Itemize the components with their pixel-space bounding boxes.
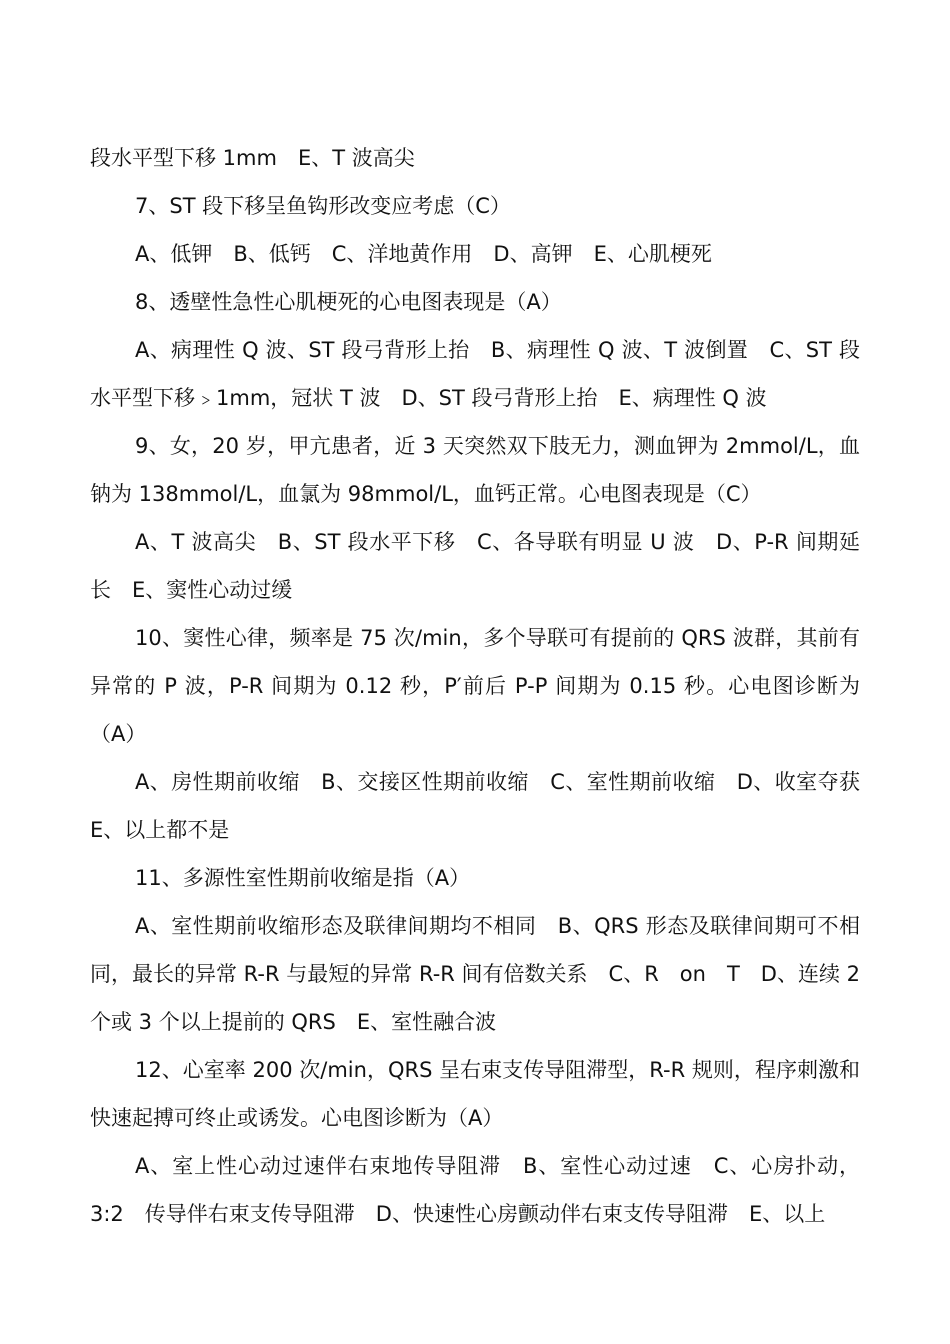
- question-10-options: A、房性期前收缩 B、交接区性期前收缩 C、室性期前收缩 D、收室夺获 E、以上都不是: [90, 770, 881, 842]
- question-7: 7、ST 段下移呈鱼钩形改变应考虑（C）: [135, 194, 511, 218]
- paragraph-continuation: 段水平型下移 1mm E、T 波高尖: [90, 146, 415, 170]
- question-8: 8、透壁性急性心肌梗死的心电图表现是（A）: [135, 290, 562, 314]
- question-7-options: A、低钾 B、低钙 C、洋地黄作用 D、高钾 E、心肌梗死: [135, 242, 712, 266]
- question-8-options: A、病理性 Q 波、ST 段弓背形上抬 B、病理性 Q 波、T 波倒置 C、ST 段水平型下移﹥1mm，冠状 T 波 D、ST 段弓背形上抬 E、病理性 Q 波: [90, 338, 860, 410]
- question-11: 11、多源性室性期前收缩是指（A）: [135, 866, 471, 890]
- document-body: [90, 134, 881, 1238]
- question-12: 12、心室率 200 次/min，QRS 呈右束支传导阻滞型，R-R 规则，程序刺激和快速起搏可终止或诱发。心电图诊断为（A）: [90, 1058, 860, 1130]
- question-9: 9、女，20 岁，甲亢患者，近 3 天突然双下肢无力，测血钾为 2mmol/L，血钠为 138mmol/L，血氯为 98mmol/L，血钙正常。心电图表现是（C）: [90, 434, 860, 506]
- question-12-options: A、室上性心动过速伴右束地传导阻滞 B、室性心动过速 C、心房扑动，3:2 传导伴右束支传导阻滞 D、快速性心房颤动伴右束支传导阻滞 E、以上: [90, 1154, 860, 1226]
- question-11-options: A、室性期前收缩形态及联律间期均不相同 B、QRS 形态及联律间期可不相同，最长的异常 R-R 与最短的异常 R-R 间有倍数关系 C、R on T D、连续 2 个或 3 个以上提前的 QRS E、室性融合波: [90, 914, 860, 1034]
- question-9-options: A、T 波高尖 B、ST 段水平下移 C、各导联有明显 U 波 D、P-R 间期延长 E、窦性心动过缓: [90, 530, 860, 602]
- question-10: 10、窦性心律，频率是 75 次/min，多个导联可有提前的 QRS 波群，其前有异常的 P 波，P-R 间期为 0.12 秒，P′前后 P-P 间期为 0.15 秒。心电图诊断为（A）: [90, 626, 860, 746]
